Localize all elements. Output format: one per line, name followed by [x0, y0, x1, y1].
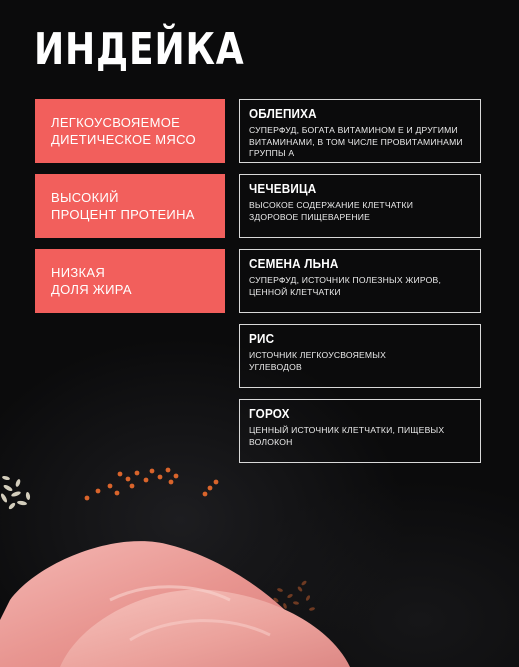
- ingredient-card-flax-seeds: [239, 249, 481, 313]
- rice-grains: [0, 475, 31, 510]
- benefit-badge-low-fat: НИЗКАЯ ДОЛЯ ЖИРА: [35, 249, 225, 313]
- ingredient-description: СУПЕРФУД, ИСТОЧНИК ПОЛЕЗНЫХ ЖИРОВ, ЦЕННОЙ КЛЕТЧАТКИ: [249, 275, 442, 297]
- ingredient-card-rice: [239, 324, 481, 388]
- ingredient-name: ОБЛЕПИХА: [249, 106, 317, 121]
- ingredient-name: ЧЕЧЕВИЦА: [249, 181, 317, 196]
- ingredient-description: ВЫСОКОЕ СОДЕРЖАНИЕ КЛЕТЧАТКИ ЗДОРОВОЕ ПИЩЕВАРЕНИЕ: [249, 200, 414, 222]
- ingredient-description: ИСТОЧНИК ЛЕГКОУСВОЯЕМЫХ УГЛЕВОДОВ: [249, 350, 387, 372]
- ingredient-name: СЕМЕНА ЛЬНА: [249, 256, 339, 271]
- ingredient-card-lentils: [239, 174, 481, 238]
- lentils: [85, 468, 219, 501]
- ingredient-description: СУПЕРФУД, БОГАТА ВИТАМИНОМ Е И ДРУГИМИ ВИТАМИНАМИ, В ТОМ ЧИСЛЕ ПРОВИТАМИНАМИ ГРУППЫ А: [249, 125, 463, 158]
- ingredient-card-peas: [239, 399, 481, 463]
- page-title: ИНДЕЙКА: [34, 24, 245, 75]
- ingredient-name: ГОРОХ: [249, 406, 290, 421]
- benefit-badge-digestible: ЛЕГКОУСВОЯЕМОЕ ДИЕТИЧЕСКОЕ МЯСО: [35, 99, 225, 163]
- ingredient-name: РИС: [249, 331, 275, 346]
- ingredient-description: ЦЕННЫЙ ИСТОЧНИК КЛЕТЧАТКИ, ПИЩЕВЫХ ВОЛОКОН: [249, 425, 445, 447]
- ingredient-card-sea-buckthorn: [239, 99, 481, 163]
- benefit-badge-protein: ВЫСОКИЙ ПРОЦЕНТ ПРОТЕИНА: [35, 174, 225, 238]
